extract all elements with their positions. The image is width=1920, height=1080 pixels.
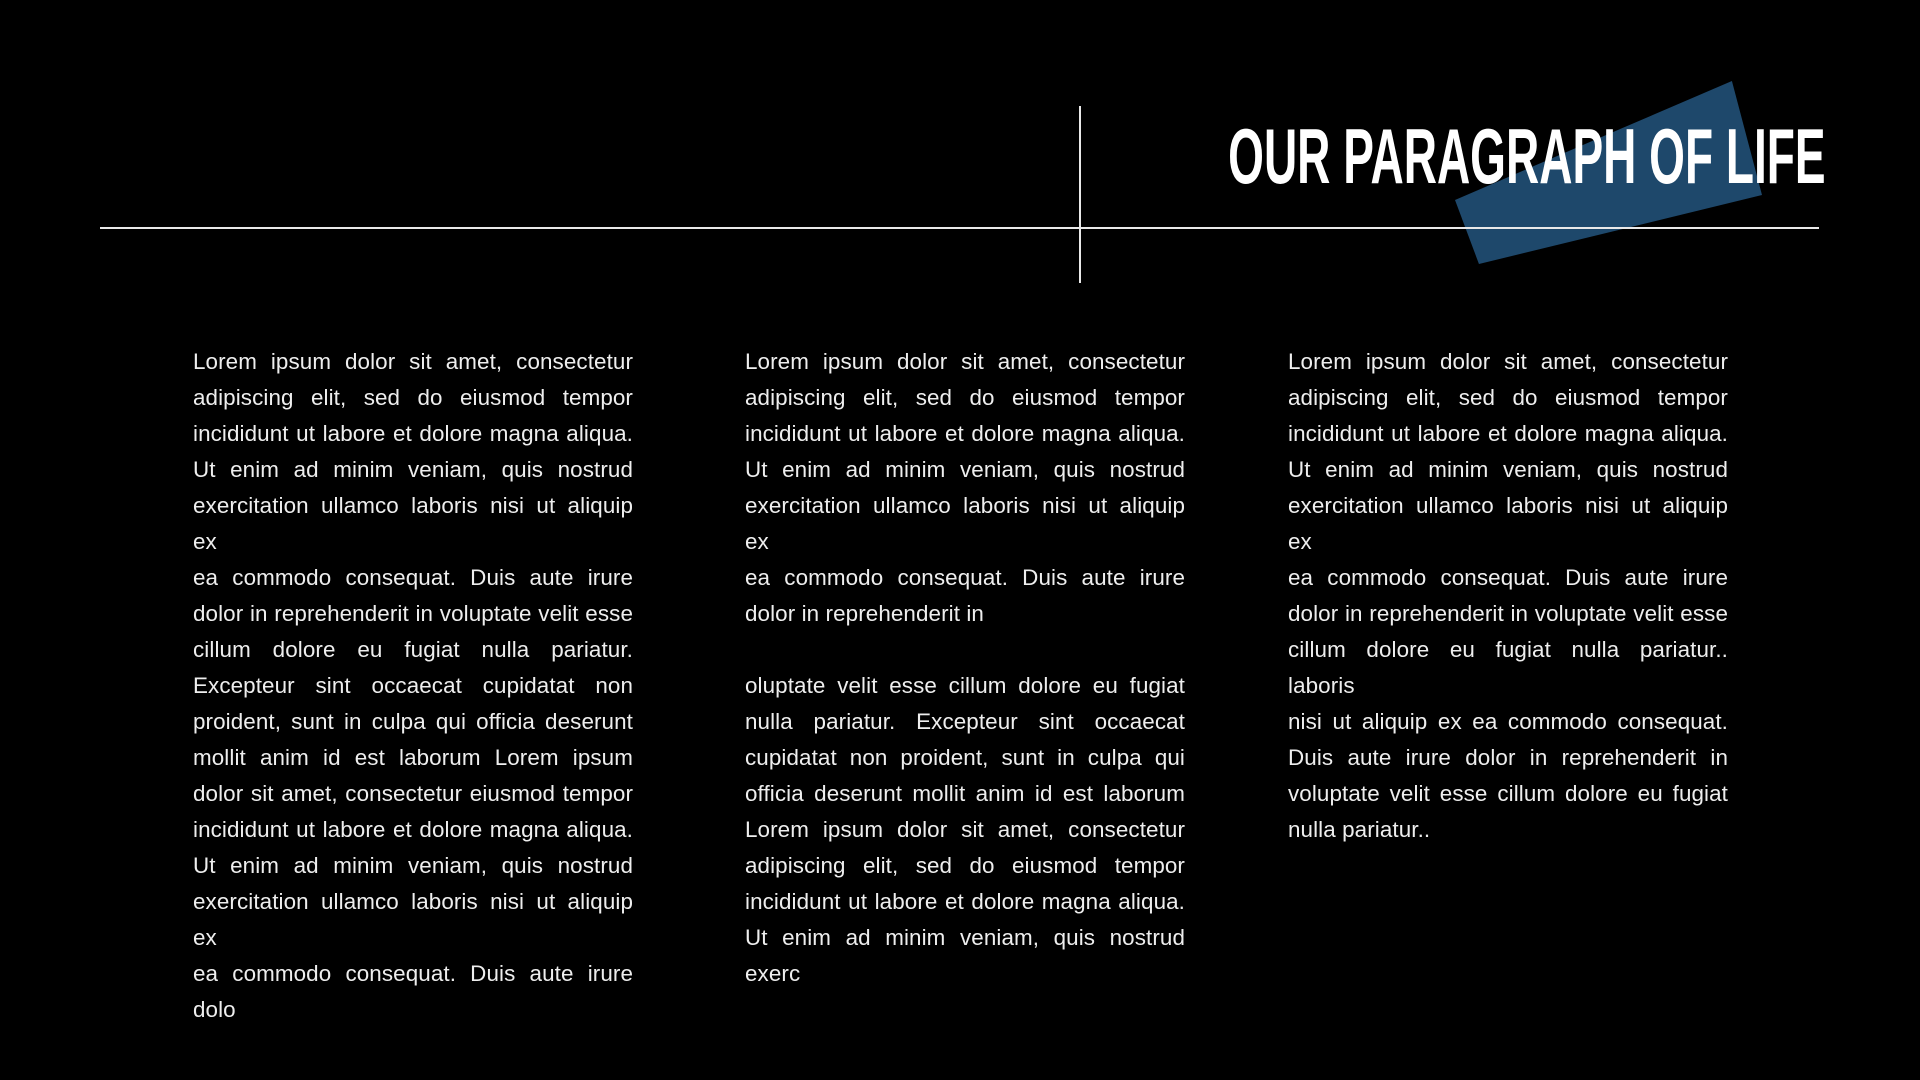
paragraph-line: dolor in reprehenderit in voluptate velit esse <box>193 601 633 626</box>
paragraph-line: incididunt ut labore et dolore magna aliqua. <box>745 889 1185 914</box>
paragraph-line: exercitation ullamco laboris nisi ut aliquip ex <box>745 493 1185 554</box>
paragraph-line: Ut enim ad minim veniam, quis nostrud <box>193 853 633 878</box>
vertical-rule-line <box>1079 106 1081 283</box>
paragraph-line: adipiscing elit, sed do eiusmod tempor <box>1288 385 1728 410</box>
paragraph-line: dolor sit amet, consectetur eiusmod tempor <box>193 781 633 806</box>
paragraph <box>745 668 1185 992</box>
paragraph-line: ea commodo consequat. Duis aute irure <box>745 565 1185 590</box>
paragraph-line: Excepteur sint occaecat cupidatat non <box>193 673 633 698</box>
paragraph <box>193 344 633 1028</box>
paragraph-line: Lorem ipsum dolor sit amet, consectetur <box>193 349 633 374</box>
paragraph-line: Lorem ipsum dolor sit amet, consectetur <box>745 817 1185 842</box>
paragraph-line: adipiscing elit, sed do eiusmod tempor <box>745 853 1185 878</box>
paragraph-line: oluptate velit esse cillum dolore eu fugiat <box>745 673 1185 698</box>
paragraph-line: adipiscing elit, sed do eiusmod tempor <box>193 385 633 410</box>
paragraph-line: ea commodo consequat. Duis aute irure <box>193 565 633 590</box>
paragraph-line: nulla pariatur.. <box>1288 817 1431 842</box>
paragraph-line: Ut enim ad minim veniam, quis nostrud <box>1288 457 1728 482</box>
text-column-2 <box>745 344 1185 992</box>
paragraph-line: Lorem ipsum dolor sit amet, consectetur <box>1288 349 1728 374</box>
paragraph-line: adipiscing elit, sed do eiusmod tempor <box>745 385 1185 410</box>
paragraph-line: dolor in reprehenderit in voluptate velit esse <box>1288 601 1728 626</box>
paragraph-line: Ut enim ad minim veniam, quis nostrud exerc <box>745 925 1185 986</box>
paragraph-line: ea commodo consequat. Duis aute irure <box>1288 565 1728 590</box>
slide-title: OUR PARAGRAPH OF LIFE <box>1228 112 1826 200</box>
paragraph-line: Ut enim ad minim veniam, quis nostrud <box>745 457 1185 482</box>
paragraph-line: mollit anim id est laborum Lorem ipsum <box>193 745 633 770</box>
paragraph-line: nulla pariatur. Excepteur sint occaecat <box>745 709 1185 734</box>
paragraph-line: cillum dolore eu fugiat nulla pariatur. <box>193 637 633 662</box>
paragraph <box>1288 344 1728 848</box>
paragraph-line: incididunt ut labore et dolore magna aliqua. <box>193 817 633 842</box>
paragraph <box>745 344 1185 632</box>
paragraph-line: nisi ut aliquip ex ea commodo consequat. <box>1288 709 1728 734</box>
paragraph-line: dolor in reprehenderit in <box>745 601 984 626</box>
paragraph-line: proident, sunt in culpa qui officia deserunt <box>193 709 633 734</box>
paragraph-line: cillum dolore eu fugiat nulla pariatur.. laboris <box>1288 637 1728 698</box>
text-column-1 <box>193 344 633 1028</box>
paragraph-line: incididunt ut labore et dolore magna aliqua. <box>193 421 633 446</box>
paragraph-line: incididunt ut labore et dolore magna aliqua. <box>1288 421 1728 446</box>
paragraph-line: voluptate velit esse cillum dolore eu fugiat <box>1288 781 1728 806</box>
paragraph-line: exercitation ullamco laboris nisi ut aliquip ex <box>1288 493 1728 554</box>
paragraph-line: Duis aute irure dolor in reprehenderit in <box>1288 745 1728 770</box>
paragraph-line: incididunt ut labore et dolore magna aliqua. <box>745 421 1185 446</box>
paragraph-line: Lorem ipsum dolor sit amet, consectetur <box>745 349 1185 374</box>
paragraph-line: ea commodo consequat. Duis aute irure dolo <box>193 961 633 1022</box>
paragraph-line: exercitation ullamco laboris nisi ut aliquip ex <box>193 493 633 554</box>
horizontal-rule-line <box>100 227 1819 229</box>
paragraph-line: exercitation ullamco laboris nisi ut aliquip ex <box>193 889 633 950</box>
paragraph-line: cupidatat non proident, sunt in culpa qui <box>745 745 1185 770</box>
paragraph-line: officia deserunt mollit anim id est laborum <box>745 781 1185 806</box>
paragraph-line: Ut enim ad minim veniam, quis nostrud <box>193 457 633 482</box>
text-column-3 <box>1288 344 1728 848</box>
